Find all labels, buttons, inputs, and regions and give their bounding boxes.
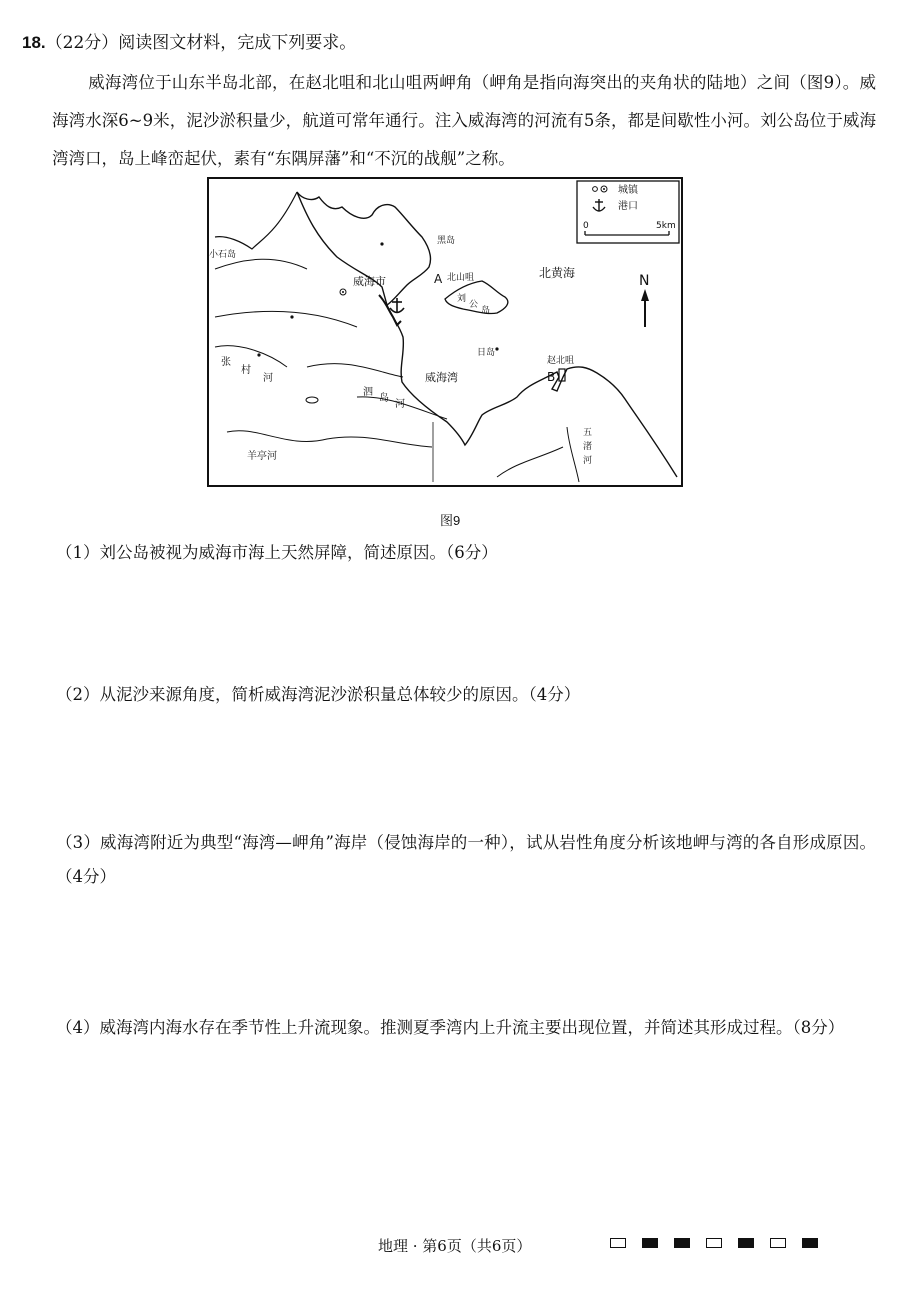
label-liugongdao-1: 刘 [457, 294, 467, 304]
north-label: N [639, 273, 650, 289]
question-intro [52, 64, 876, 178]
label-wuzhu-1: 五 [583, 428, 593, 438]
footer-marks [610, 1238, 834, 1248]
sub-question-2: （2）从泥沙来源角度，简析威海湾泥沙淤积量总体较少的原因。（4分） [56, 685, 581, 704]
sub-question-3: （3）威海湾附近为典型“海湾—岬角”海岸（侵蚀海岸的一种），试从岩性角度分析该地岬与湾的各自形成原因。（4分） [56, 833, 876, 886]
legend-town-label: 城镇 [618, 185, 638, 196]
question-title: （22分）阅读图文材料，完成下列要求。 [45, 33, 357, 53]
scale-end: 5km [656, 221, 676, 231]
mark-filled [738, 1238, 754, 1248]
label-zhangcunhe-3: 河 [263, 373, 273, 384]
label-point-b: B [547, 370, 556, 384]
label-zhaobeizui: 赵北咀 [547, 356, 575, 366]
label-heidao: 黑岛 [437, 236, 456, 246]
label-sidaohe-1: 泗 [363, 387, 373, 398]
question-header [22, 30, 356, 56]
label-wuzhu-3: 河 [583, 456, 593, 466]
label-sidaohe-3: 河 [395, 399, 405, 410]
label-liugongdao-2: 公 [469, 300, 479, 310]
label-weihaishi: 威海市 [353, 275, 386, 288]
label-beishanzui: 北山咀 [447, 273, 475, 283]
mark-filled [674, 1238, 690, 1248]
label-wuzhu-2: 渚 [583, 442, 593, 452]
mark-filled [642, 1238, 658, 1248]
figure-caption: 图9 [440, 513, 461, 528]
label-beihuanghai: 北黄海 [539, 266, 576, 280]
weihai-bay-map [207, 177, 683, 487]
sub-question-4: （4）威海湾内海水存在季节性上升流现象。推测夏季湾内上升流主要出现位置，并简述其形成过程。（8分） [56, 1018, 845, 1037]
label-yangtinghe: 羊亭河 [247, 451, 277, 462]
mark-empty [610, 1238, 626, 1248]
label-ridao: 日岛 [477, 348, 496, 358]
label-weihaiwan: 威海湾 [425, 371, 458, 384]
map-figure [207, 177, 683, 487]
sub-question-1: （1）刘公岛被视为威海市海上天然屏障，简述原因。（6分） [56, 543, 498, 562]
mark-empty [706, 1238, 722, 1248]
mark-filled [802, 1238, 818, 1248]
intro-text: 威海湾位于山东半岛北部，在赵北咀和北山咀两岬角（岬角是指向海突出的夹角状的陆地）之间（图9）。威海湾水深6~9米，泥沙淤积量少，航道可常年通行。注入威海湾的河流有5条，都是间歇性小河。刘公岛位于威海湾湾口，岛上峰峦起伏，素有“东隅屏藩”和“不沉的战舰”之称。 [52, 73, 876, 168]
label-zhangcunhe-2: 村 [241, 365, 251, 376]
mark-empty [770, 1238, 786, 1248]
label-liugongdao-3: 岛 [481, 306, 491, 316]
label-point-a: A [434, 272, 443, 286]
label-zhangcunhe-1: 张 [221, 357, 231, 368]
page-footer: 地理 · 第6页（共6页） [378, 1237, 532, 1255]
label-sidaohe-2: 岛 [379, 393, 389, 404]
label-xiaoshidao: 小石岛 [209, 250, 237, 260]
scale-zero: 0 [583, 221, 589, 231]
question-number: 18. [22, 33, 46, 52]
legend-port-label: 港口 [618, 201, 638, 212]
